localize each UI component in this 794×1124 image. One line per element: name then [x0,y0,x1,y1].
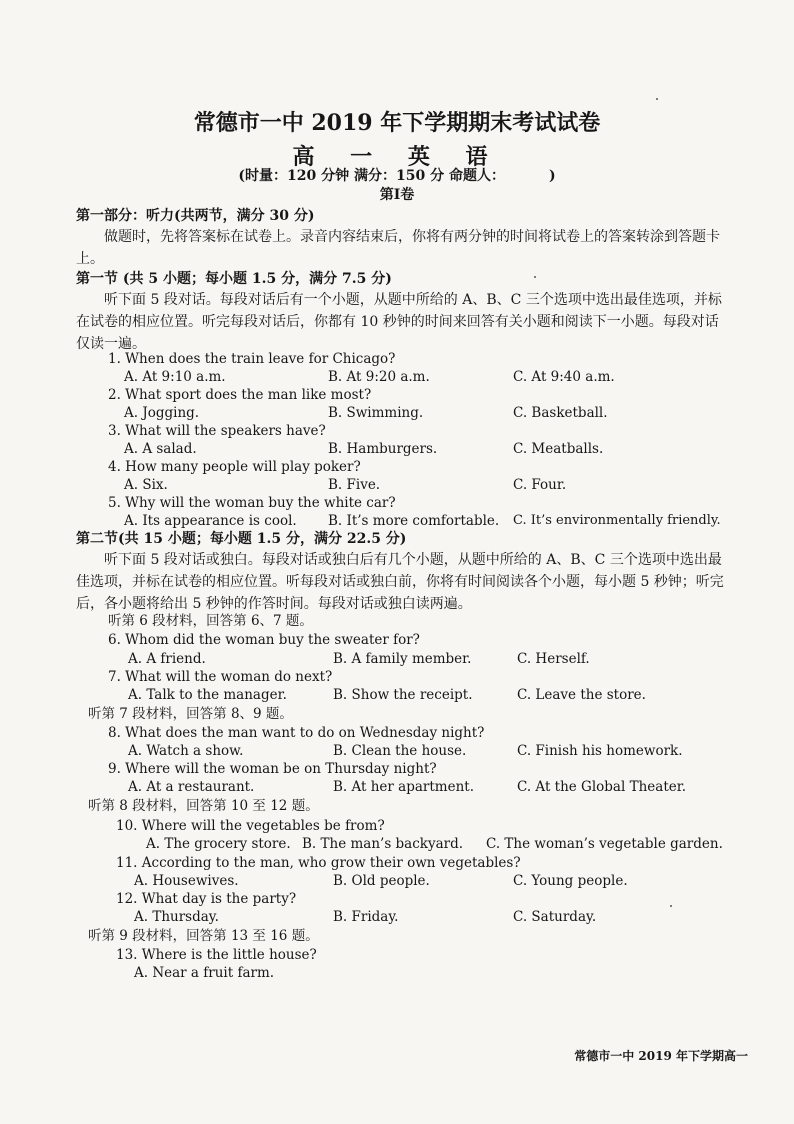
q6-option-a: A. A friend. [128,651,206,667]
question-13: 13. Where is the little house? [116,947,317,963]
q13-option-a: A. Near a fruit farm. [134,965,275,981]
exam-info [0,165,794,185]
material-7: 听第 7 段材料，回答第 8、9 题。 [88,706,293,722]
q10-option-a: A. The grocery store. [146,836,291,852]
q12-option-a: A. Thursday. [134,909,219,925]
q3-option-c: C. Meatballs. [513,441,604,457]
q4-option-c: C. Four. [513,477,567,493]
question-2: 2. What sport does the man like most? [108,387,372,403]
question-6: 6. Whom did the woman buy the sweater for? [108,632,420,648]
scan-speck [534,276,536,278]
page-footer: 常德市一中 2019 年下学期高一 [574,1049,748,1063]
question-1: 1. When does the train leave for Chicago? [108,351,396,367]
q10-option-c: C. The woman’s vegetable garden. [486,836,723,852]
q8-option-b: B. Clean the house. [333,743,467,759]
question-3: 3. What will the speakers have? [108,423,326,439]
q1-option-c: C. At 9:40 a.m. [513,369,615,385]
question-12: 12. What day is the party? [116,891,297,907]
q7-option-b: B. Show the receipt. [333,687,473,703]
q1-option-a: A. At 9:10 a.m. [124,369,226,385]
section2-heading: 第二节(共 15 小题；每小题 1.5 分，满分 22.5 分) [76,531,407,547]
material-8: 听第 8 段材料，回答第 10 至 12 题。 [88,798,319,814]
question-5: 5. Why will the woman buy the white car? [108,495,396,511]
q1-option-b: B. At 9:20 a.m. [328,369,430,385]
material-6: 听第 6 段材料，回答第 6、7 题。 [108,613,313,629]
q7-option-c: C. Leave the store. [517,687,646,703]
q5-option-a: A. Its appearance is cool. [124,513,297,529]
question-7: 7. What will the woman do next? [108,669,333,685]
q3-option-b: B. Hamburgers. [328,441,438,457]
q2-option-a: A. Jogging. [124,405,200,421]
q5-option-b: B. It’s more comfortable. [328,513,500,529]
question-8: 8. What does the man want to do on Wednesday night? [108,725,485,741]
scan-speck [670,905,672,907]
section1-heading: 第一节 (共 5 小题；每小题 1.5 分，满分 7.5 分) [76,271,392,287]
q8-option-c: C. Finish his homework. [517,743,683,759]
q12-option-c: C. Saturday. [513,909,597,925]
exam-info-suffix: ) [548,168,556,184]
q2-option-b: B. Swimming. [328,405,424,421]
exam-subject: 高 一 英 语 [292,144,502,170]
q8-option-a: A. Watch a show. [128,743,244,759]
question-4: 4. How many people will play poker? [108,459,361,475]
q12-option-b: B. Friday. [333,909,399,925]
section1-intro: 听下面 5 段对话。每段对话后有一个小题，从题中所给的 A、B、C 三个选项中选出最佳选项，并标在试卷的相应位置。听完每段对话后，你都有 10 秒钟的时间来回答有关小题和阅读下一小题。每段对话仅读一遍。 [76,292,722,352]
part1-intro: 做题时，先将答案标在试卷上。录音内容结束后，你将有两分钟的时间将试卷上的答案转涂到答题卡上。 [76,229,720,267]
part1-heading: 第一部分：听力(共两节，满分 30 分) [76,208,315,224]
question-10: 10. Where will the vegetables be from? [116,818,385,834]
q11-option-a: A. Housewives. [134,873,239,889]
question-11: 11. According to the man, who grow their own vegetables? [116,855,521,871]
q7-option-a: A. Talk to the manager. [128,687,287,703]
q5-option-c: C. It’s environmentally friendly. [513,513,721,528]
q2-option-c: C. Basketball. [513,405,608,421]
q11-option-b: B. Old people. [333,873,430,889]
scan-speck [656,98,658,100]
q9-option-a: A. At a restaurant. [128,779,255,795]
q10-option-b: B. The man’s backyard. [302,836,464,852]
question-9: 9. Where will the woman be on Thursday night? [108,761,437,777]
section2-intro: 听下面 5 段对话或独白。每段对话或独白后有几个小题，从题中所给的 A、B、C 三个选项中选出最佳选项，并标在试卷的相应位置。听每段对话或独白前，你将有时间阅读各个小题，每小题 5 秒钟；听完后，各小题将给出 5 秒钟的作答时间。每段对话或独白读两遍。 [76,552,724,612]
q3-option-a: A. A salad. [124,441,197,457]
q9-option-b: B. At her apartment. [333,779,474,795]
exam-volume: 第Ⅰ卷 [379,187,415,203]
q9-option-c: C. At the Global Theater. [517,779,687,795]
q6-option-b: B. A family member. [333,651,472,667]
q4-option-a: A. Six. [124,477,168,493]
q11-option-c: C. Young people. [513,873,628,889]
q6-option-c: C. Herself. [517,651,590,667]
q4-option-b: B. Five. [328,477,381,493]
material-9: 听第 9 段材料，回答第 13 至 16 题。 [88,928,319,944]
exam-info-prefix: (时量：120 分钟 满分：150 分 命题人： [238,168,505,184]
exam-title: 常德市一中 2019 年下学期期末考试试卷 [193,110,601,136]
